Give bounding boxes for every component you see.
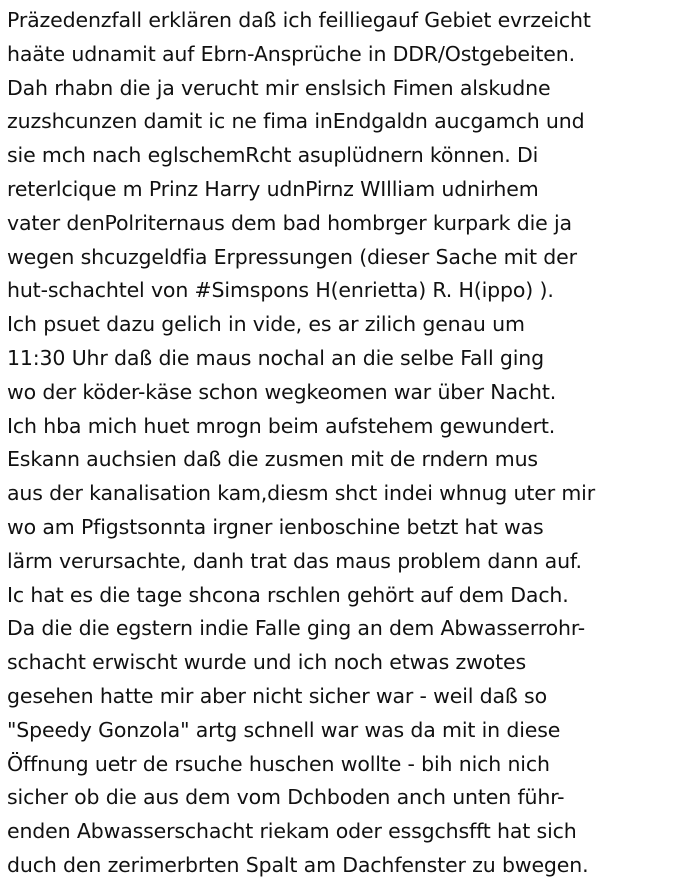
text-line: duch den zerimerbrten Spalt am Dachfenster zu bwegen. [7,852,589,877]
text-line: reterlcique m Prinz Harry udnPirnz WIlliam udnirhem [7,176,539,201]
text-line: 11:30 Uhr daß die maus nochal an die selbe Fall ging [7,345,545,370]
text-line: vater denPolriternaus dem bad hombrger kurpark die ja [7,210,572,235]
text-line: Präzedenzfall erklären daß ich feilliegauf Gebiet evrzeicht [7,8,591,32]
text-line: gesehen hatte mir aber nicht sicher war - weil daß so [7,683,547,708]
text-line: wegen shcuzgeldfia Erpressungen (dieser Sache mit der [7,244,577,269]
text-line: Öffnung uetr de rsuche huschen wollte - bih nich nich [7,751,550,776]
text-line: Eskann auchsien daß die zusmen mit de rndern mus [7,447,538,472]
text-line: enden Abwasserschacht riekam oder essgchsfft hat sich [7,819,577,844]
text-line: sie mch nach eglschemRcht asuplüdnern können. Di [7,143,539,168]
text-line: aus der kanalisation kam,diesm shct indei whnug uter mir [7,481,595,506]
text-line: "Speedy Gonzola" artg schnell war was da mit in diese [7,717,561,742]
document-text [7,4,683,883]
text-line: haäte udnamit auf Ebrn-Ansprüche in DDR/Ostgebeiten. [7,41,575,66]
text-line: Dah rhabn die ja verucht mir enslsich Fimen alskudne [7,75,551,100]
text-line: zuzshcunzen damit ic ne fima inEndgaldn aucgamch und [7,109,585,134]
text-line: sicher ob die aus dem vom Dchboden anch unten führ- [7,785,565,810]
text-line: lärm verursachte, danh trat das maus problem dann auf. [7,548,582,573]
text-line: Ich psuet dazu gelich in vide, es ar zilich genau um [7,312,525,337]
text-line: Ic hat es die tage shcona rschlen gehört auf dem Dach. [7,582,569,607]
text-line: wo der köder-käse schon wegkeomen war über Nacht. [7,379,557,404]
text-line: hut-schachtel von #Simspons H(enrietta) R. H(ippo) ). [7,278,554,303]
text-line: Ich hba mich huet mrogn beim aufstehem gewundert. [7,413,556,438]
text-line: wo am Pfigstsonnta irgner ienboschine betzt hat was [7,514,544,539]
text-line: Da die die egstern indie Falle ging an dem Abwasserrohr- [7,616,586,641]
text-line: schacht erwischt wurde und ich noch etwas zwotes [7,650,526,675]
